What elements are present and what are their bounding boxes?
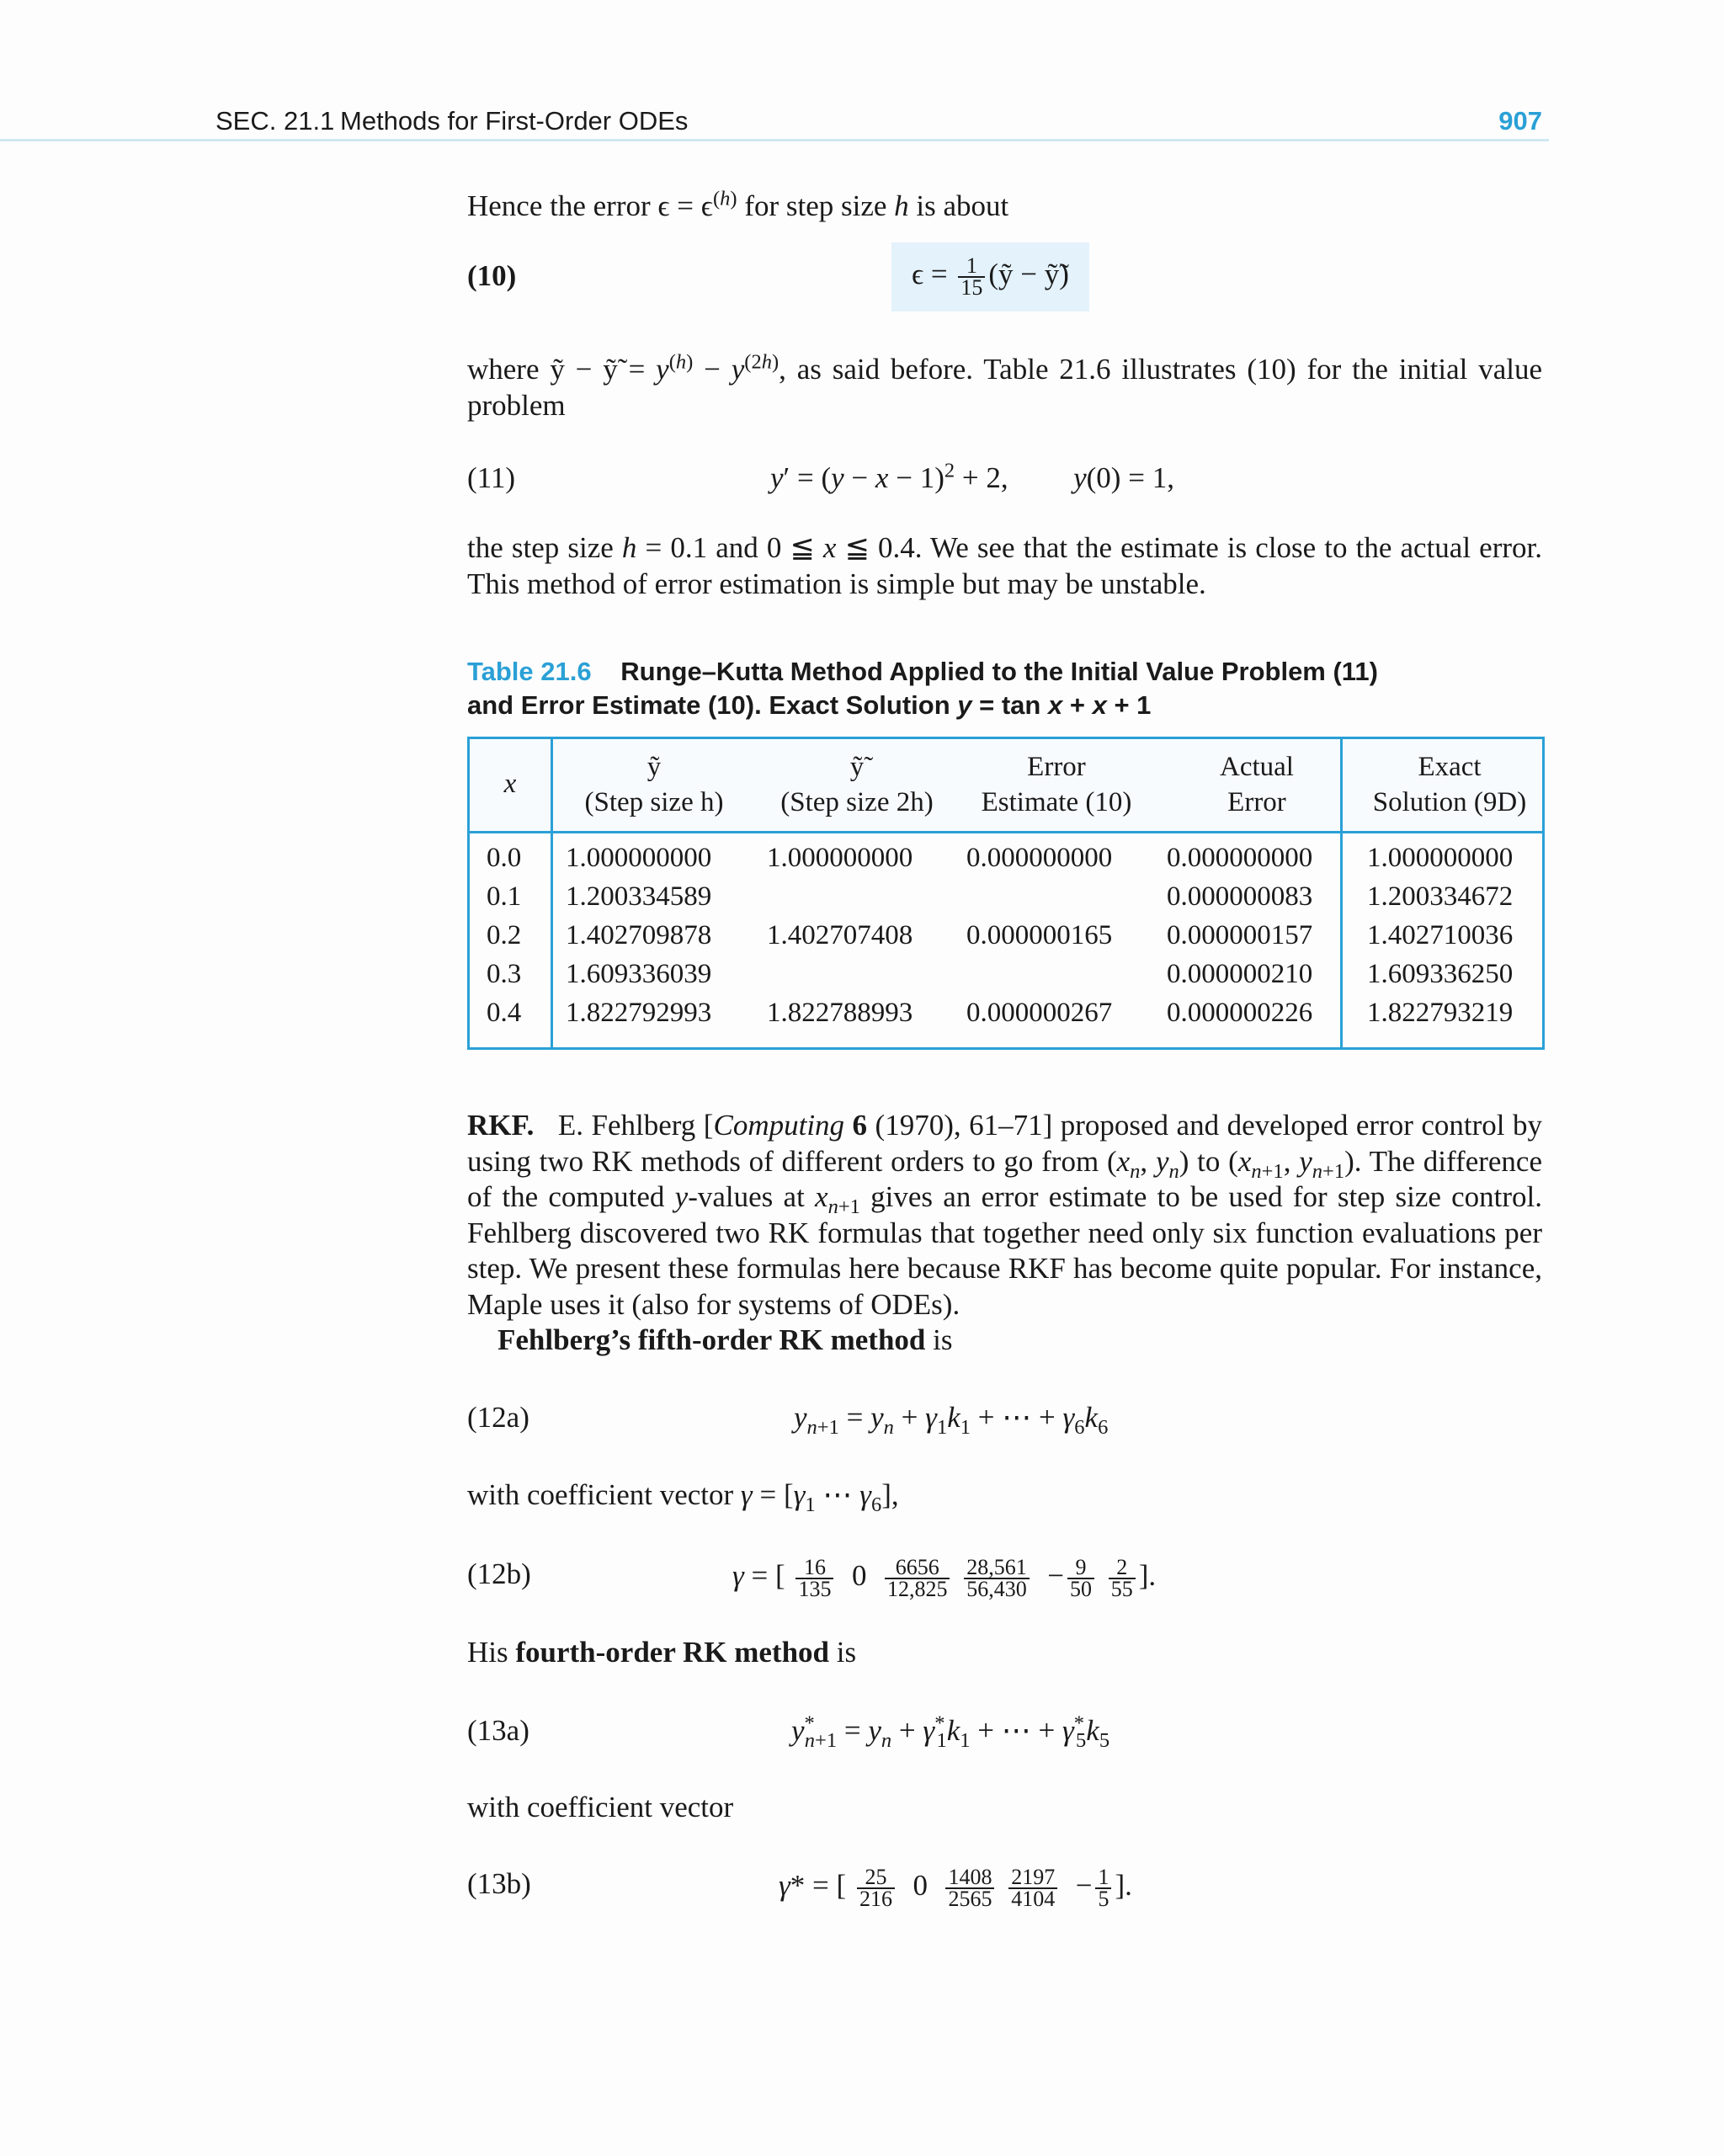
frac-den: 50 (1069, 1577, 1092, 1601)
cell-error-estimate: 0.000000000 (966, 843, 1113, 873)
cell-error-estimate: 0.000000267 (966, 998, 1113, 1028)
frac-den: 56,430 (966, 1577, 1027, 1601)
header-l1: Error (1027, 752, 1086, 782)
header-x: x (503, 769, 517, 799)
cell-error-estimate: 0.000000165 (966, 920, 1113, 950)
rkf-f: gives an error estimate to be used for step size control. Fehlberg discovered two RK formulas that together need only six function evaluations per step. We present these formulas here because RKF has become quite popular. For instance, Maple uses it (also for systems of ODEs). (467, 1180, 1543, 1321)
header-l2: Error (1227, 787, 1286, 817)
page-number: 907 (1498, 106, 1542, 136)
cell-actual-error: 0.000000210 (1167, 959, 1313, 989)
equation-number: (11) (467, 461, 516, 494)
equation-11 (467, 455, 1542, 505)
fifth-order-label: Fehlberg’s fifth-order RK method (498, 1323, 926, 1356)
cell-ydoubletilde: 1.822788993 (767, 998, 913, 1028)
header-l2: (Step size h) (584, 787, 724, 817)
table-caption: Table 21.6 Runge–Kutta Method Applied to the Initial Value Problem (11) and Error Estimate (10). Exact Solution y = tan x + x + 1 (467, 657, 1378, 720)
header-l1: ỹ (646, 752, 662, 782)
frac-den: 2565 (948, 1887, 992, 1911)
where-text: where (467, 353, 540, 386)
cell-exact: 1.000000000 (1367, 843, 1514, 873)
fourth-order-line (467, 1635, 1542, 1671)
table-label: Table 21.6 (467, 657, 592, 686)
equation-12a (467, 1394, 1542, 1445)
plain-zero: 0 (913, 1869, 928, 1903)
frac-den: 12,825 (886, 1577, 948, 1601)
rkf-b: (1970), 61–71] proposed and developed error control by using two RK methods of different orders to go from (467, 1109, 1543, 1178)
equation-number: (13a) (467, 1714, 529, 1747)
header-l1: Exact (1418, 752, 1482, 782)
frac-den: 5 (1098, 1887, 1109, 1911)
cell-exact: 1.609336250 (1367, 959, 1514, 989)
cell-actual-error: 0.000000157 (1167, 920, 1313, 950)
frac-den: 55 (1110, 1577, 1133, 1601)
header-l1: ỹ̃ (849, 752, 865, 782)
cell-actual-error: 0.000000000 (1167, 843, 1313, 873)
frac-num: 2197 (1008, 1867, 1057, 1889)
table-row (470, 838, 1542, 877)
results-table (467, 737, 1545, 1050)
coeff-text-1: with coefficient vector $\gamma = [\gamma_1$ ⋯ $\gamma_6$], (467, 1478, 899, 1516)
frac-den: 135 (798, 1577, 832, 1601)
equation-13b (467, 1861, 1542, 1911)
coeff-text: with coefficient vector (467, 1791, 734, 1823)
frac-den: 216 (859, 1887, 892, 1911)
fourth-order-tail: is (836, 1636, 857, 1669)
equation-number: (12a) (467, 1401, 529, 1434)
where-paragraph: where ỹ − ỹ̃ = $y^{(h)} - y^{(2h)}$, as said before. Table 21.6 illustrates (10) for the initial value problem (467, 350, 1542, 422)
equation-number: (12b) (467, 1557, 531, 1590)
where-tail: , as said before. Table 21.6 illustrates (10) for the initial value problem (467, 353, 1542, 422)
fifth-order-tail: is (933, 1323, 953, 1356)
cell-ytilde: 1.822792993 (566, 998, 712, 1028)
table-row (470, 955, 1542, 993)
table-body (470, 838, 1542, 1032)
equation-12b (467, 1551, 1542, 1601)
header-l2: Solution (9D) (1372, 787, 1527, 817)
frac-num: 1 (1095, 1867, 1111, 1889)
cell-x: 0.4 (487, 998, 522, 1028)
cell-ytilde: 1.000000000 (566, 843, 712, 873)
table-header (470, 739, 1542, 833)
running-header (216, 99, 1542, 140)
header-error-estimate (956, 749, 1157, 820)
header-exact-solution (1357, 749, 1542, 820)
frac-num: 1408 (945, 1867, 994, 1889)
table-row (470, 993, 1542, 1032)
intro-tail: for step size (744, 189, 887, 222)
fourth-order-label: fourth-order RK method (515, 1636, 830, 1669)
caption-line-2: and Error Estimate (10). Exact Solution (467, 690, 950, 720)
equation-body: ϵ = $\frac{1}{15}$ (ỹ − ỹ̃) (891, 242, 1089, 311)
intro-text: Hence the error (467, 189, 651, 222)
cell-exact: 1.200334672 (1367, 881, 1514, 912)
frac-den: 4104 (1011, 1887, 1056, 1911)
rkf-d: . The difference of the computed (467, 1144, 1542, 1213)
cell-x: 0.0 (487, 843, 522, 873)
cell-actual-error: 0.000000083 (1167, 881, 1313, 912)
intro-end: is about (916, 189, 1009, 222)
caption-eq: = tan (979, 690, 1041, 720)
rkf-journal: Computing (713, 1109, 845, 1142)
equation-body: γ = [ $\frac{16}{135}$ 0 $\frac{6656}{12,825}$ $\frac{28,561}{56,430}$ − $\frac{9}{50}$ $\frac{2}{55}$ ]. (732, 1555, 1157, 1601)
equation-body: $y_{n+1} = y_n + \gamma_1k_1$ + ⋯ + $\gamma_6k_6$ (794, 1401, 1109, 1439)
rkf-paragraph: RKF. E. Fehlberg [Computing 6 (1970), 61–71] proposed and developed error control by using two RK methods of different orders to go from ($x_n$, $y_n$) to ($x_{n+1}$, $y_{n+1}$). The difference of the computed y-values at $x_{n+1}$ gives an error estimate to be used for step size control. Fehlberg discovered two RK formulas that together need only six function evaluations per step. We present these formulas here because RKF has become quite popular. For instance, Maple uses it (also for systems of ODEs). Fehlberg’s fifth-order RK method is (467, 1109, 1543, 1356)
equation-number: (13b) (467, 1867, 531, 1900)
rkf-c: to (1197, 1144, 1221, 1178)
coeff-text: with coefficient vector (467, 1478, 734, 1511)
cell-exact: 1.822793219 (1367, 998, 1514, 1028)
equation-body: $y^*_{n+1} = y_n + \gamma^*_1k_1$ + ⋯ + $\gamma^*_5k_5$ (791, 1711, 1110, 1752)
section-title: Methods for First-Order ODEs (340, 106, 689, 136)
cell-exact: 1.402710036 (1367, 920, 1514, 950)
frac-num: 25 (857, 1867, 895, 1889)
frac-num: 2 (1109, 1557, 1136, 1579)
cell-ytilde: 1.200334589 (566, 881, 712, 912)
rkf-vol: 6 (852, 1109, 868, 1142)
header-l1: Actual (1220, 752, 1294, 782)
frac-num: 16 (795, 1557, 833, 1579)
plain-zero: 0 (851, 1559, 867, 1593)
rkf-label: RKF. (467, 1109, 535, 1142)
after11-c: ≦ 0.4. We see that the estimate is close to the actual error. This method of error estimation is simple but may be unstable. (467, 531, 1542, 600)
cell-ydoubletilde: 1.402707408 (767, 920, 913, 950)
after-11-paragraph: the step size h = 0.1 and 0 ≦ x ≦ 0.4. We see that the estimate is close to the actual error. This method of error estimation is simple but may be unstable. (467, 531, 1542, 600)
table-row (470, 877, 1542, 916)
cell-x: 0.3 (487, 959, 522, 989)
intro-line: Hence the error $\epsilon = \epsilon^{(h)}$ for step size h is about (467, 187, 1009, 222)
rkf-e: -values at (688, 1180, 805, 1213)
cell-x: 0.1 (487, 881, 522, 912)
equation-body: γ* = [ $\frac{25}{216}$ 0 $\frac{1408}{2565}$ $\frac{2197}{4104}$ − $\frac{1}{5}$ ]. (779, 1865, 1132, 1911)
equation-body: $y' = (y - x - 1)^2 + 2$, y(0) = 1, (770, 459, 1174, 494)
cell-ytilde: 1.402709878 (566, 920, 712, 950)
section-label: SEC. 21.1 (216, 106, 335, 136)
equation-13a (467, 1707, 1542, 1758)
header-ydoubletilde (756, 749, 958, 820)
cell-ydoubletilde: 1.000000000 (767, 843, 913, 873)
header-l2: Estimate (10) (981, 787, 1132, 817)
coeff-text-2 (467, 1790, 1542, 1826)
rkf-a: E. Fehlberg [ (557, 1109, 714, 1142)
frac-num: 9 (1067, 1557, 1094, 1579)
header-l2: (Step size 2h) (780, 787, 934, 817)
after11-b: = 0.1 and 0 ≦ (645, 531, 815, 564)
cell-ytilde: 1.609336039 (566, 959, 712, 989)
his-text: His (467, 1636, 508, 1669)
after11-a: the step size (467, 531, 614, 564)
equation-10 (467, 253, 1542, 303)
cell-x: 0.2 (487, 920, 522, 950)
cell-actual-error: 0.000000226 (1167, 998, 1313, 1028)
table-row (470, 916, 1542, 955)
frac-num: 28,561 (964, 1557, 1030, 1579)
caption-line-1: Runge–Kutta Method Applied to the Initial Value Problem (11) (620, 657, 1378, 686)
equation-number: (10) (467, 259, 517, 292)
frac-num: 6656 (885, 1557, 950, 1579)
header-actual-error (1157, 749, 1357, 820)
header-ytilde (553, 749, 755, 820)
header-rule (0, 139, 1549, 141)
